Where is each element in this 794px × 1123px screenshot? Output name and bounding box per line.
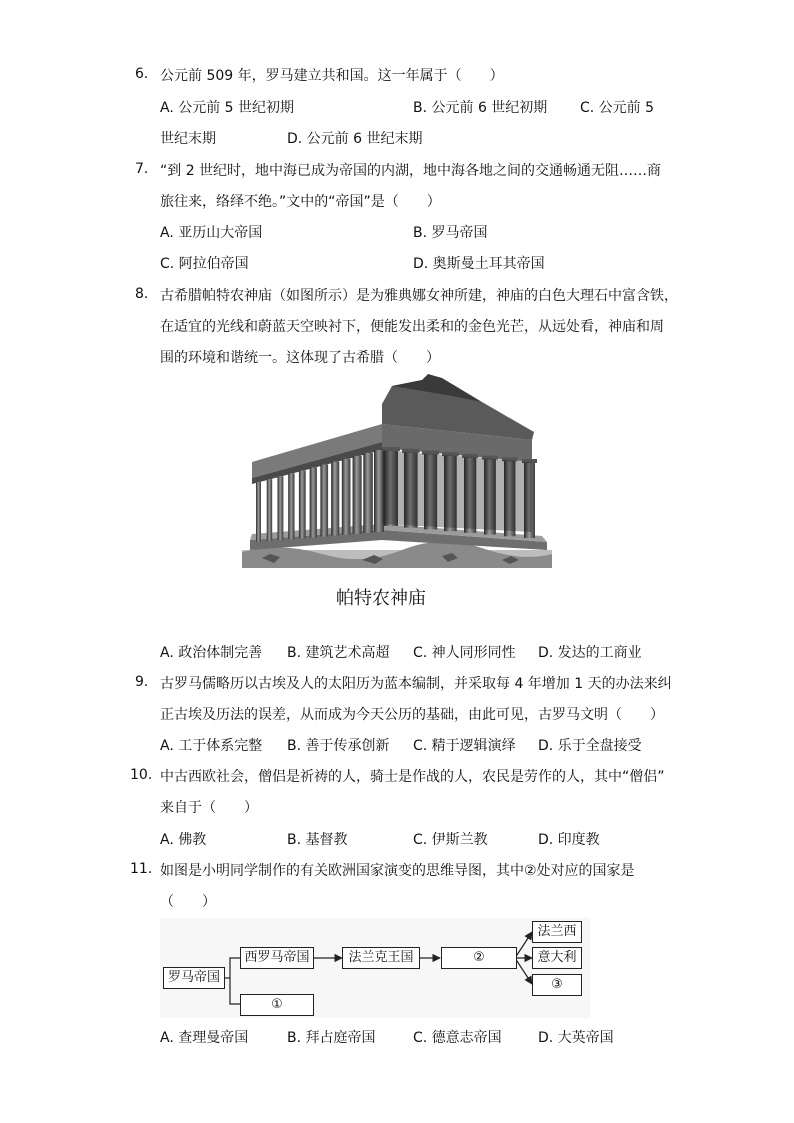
question-6-number: 6.	[135, 66, 149, 82]
question-6-option-a[interactable]: A. 公元前 5 世纪初期	[160, 100, 295, 116]
question-11-stem-line-2: （ ）	[160, 894, 216, 910]
question-10-number: 10.	[130, 767, 153, 783]
question-11-option-a[interactable]: A. 查理曼帝国	[160, 1030, 249, 1046]
mind-map-blank-2: ②	[441, 947, 517, 969]
mind-map-blank-1: ①	[240, 994, 314, 1016]
question-10-stem-line-1: 中古西欧社会，僧侣是祈祷的人，骑士是作战的人，农民是劳作的人，其中“僧侣”	[160, 769, 665, 785]
question-6-option-c-cont: 世纪末期	[160, 131, 216, 147]
question-7-number: 7.	[135, 161, 149, 177]
parthenon-caption: 帕特农神庙	[336, 588, 426, 609]
question-11-option-c[interactable]: C. 德意志帝国	[413, 1030, 502, 1046]
question-9-option-d[interactable]: D. 乐于全盘接受	[538, 738, 642, 754]
mind-map-france: 法兰西	[532, 921, 582, 943]
question-8-option-c[interactable]: C. 神人同形同性	[413, 645, 516, 661]
question-6-stem: 公元前 509 年，罗马建立共和国。这一年属于（ ）	[160, 68, 504, 84]
question-7-stem-line-1: “到 2 世纪时，地中海已成为帝国的内湖，地中海各地之间的交通畅通无阻……商	[160, 163, 662, 179]
mind-map-frank: 法兰克王国	[342, 947, 420, 969]
question-9-option-c[interactable]: C. 精于逻辑演绎	[413, 738, 516, 754]
question-10-option-a[interactable]: A. 佛教	[160, 832, 207, 848]
question-8-stem-line-3: 围的环境和谐统一。这体现了古希腊（ ）	[160, 350, 440, 366]
mind-map-root: 罗马帝国	[163, 967, 225, 989]
question-10-option-b[interactable]: B. 基督教	[287, 832, 348, 848]
question-9-option-a[interactable]: A. 工于体系完整	[160, 738, 263, 754]
question-11-number: 11.	[130, 861, 153, 877]
question-10-option-c[interactable]: C. 伊斯兰教	[413, 832, 488, 848]
question-8-number: 8.	[135, 286, 149, 302]
question-11-stem-line-1: 如图是小明同学制作的有关欧洲国家演变的思维导图，其中②处对应的国家是	[160, 863, 635, 879]
question-8-option-d[interactable]: D. 发达的工商业	[538, 645, 642, 661]
mind-map-west-roman: 西罗马帝国	[240, 947, 314, 969]
question-7-option-d[interactable]: D. 奥斯曼土耳其帝国	[413, 256, 545, 272]
question-6-option-b[interactable]: B. 公元前 6 世纪初期	[413, 100, 548, 116]
question-6-option-c[interactable]: C. 公元前 5	[580, 100, 655, 116]
question-7-option-c[interactable]: C. 阿拉伯帝国	[160, 256, 249, 272]
question-7-option-a[interactable]: A. 亚历山大帝国	[160, 225, 263, 241]
question-9-number: 9.	[135, 674, 149, 690]
question-7-stem-line-2: 旅往来，络绎不绝。”文中的“帝国”是（ ）	[160, 194, 441, 210]
question-10-option-d[interactable]: D. 印度教	[538, 832, 600, 848]
question-11-option-d[interactable]: D. 大英帝国	[538, 1030, 614, 1046]
question-8-stem-line-1: 古希腊帕特农神庙（如图所示）是为雅典娜女神所建，神庙的白色大理石中富含铁，	[160, 288, 678, 304]
question-9-stem-line-1: 古罗马儒略历以古埃及人的太阳历为蓝本编制，并采取每 4 年增加 1 天的办法来纠	[160, 676, 672, 692]
question-10-stem-line-2: 来自于（ ）	[160, 800, 258, 816]
question-8-stem-line-2: 在适宜的光线和蔚蓝天空映衬下，便能发出柔和的金色光芒，从远处看，神庙和周	[160, 319, 664, 335]
question-11-option-b[interactable]: B. 拜占庭帝国	[287, 1030, 376, 1046]
mind-map-italy: 意大利	[532, 947, 582, 969]
question-9-option-b[interactable]: B. 善于传承创新	[287, 738, 390, 754]
mind-map-blank-3: ③	[532, 974, 582, 996]
question-8-option-a[interactable]: A. 政治体制完善	[160, 645, 263, 661]
question-7-option-b[interactable]: B. 罗马帝国	[413, 225, 488, 241]
question-8-option-b[interactable]: B. 建筑艺术高超	[287, 645, 390, 661]
question-6-option-d[interactable]: D. 公元前 6 世纪末期	[287, 131, 423, 147]
parthenon-image	[242, 372, 552, 568]
question-9-stem-line-2: 正古埃及历法的误差，从而成为今天公历的基础，由此可见，古罗马文明（ ）	[160, 707, 664, 723]
